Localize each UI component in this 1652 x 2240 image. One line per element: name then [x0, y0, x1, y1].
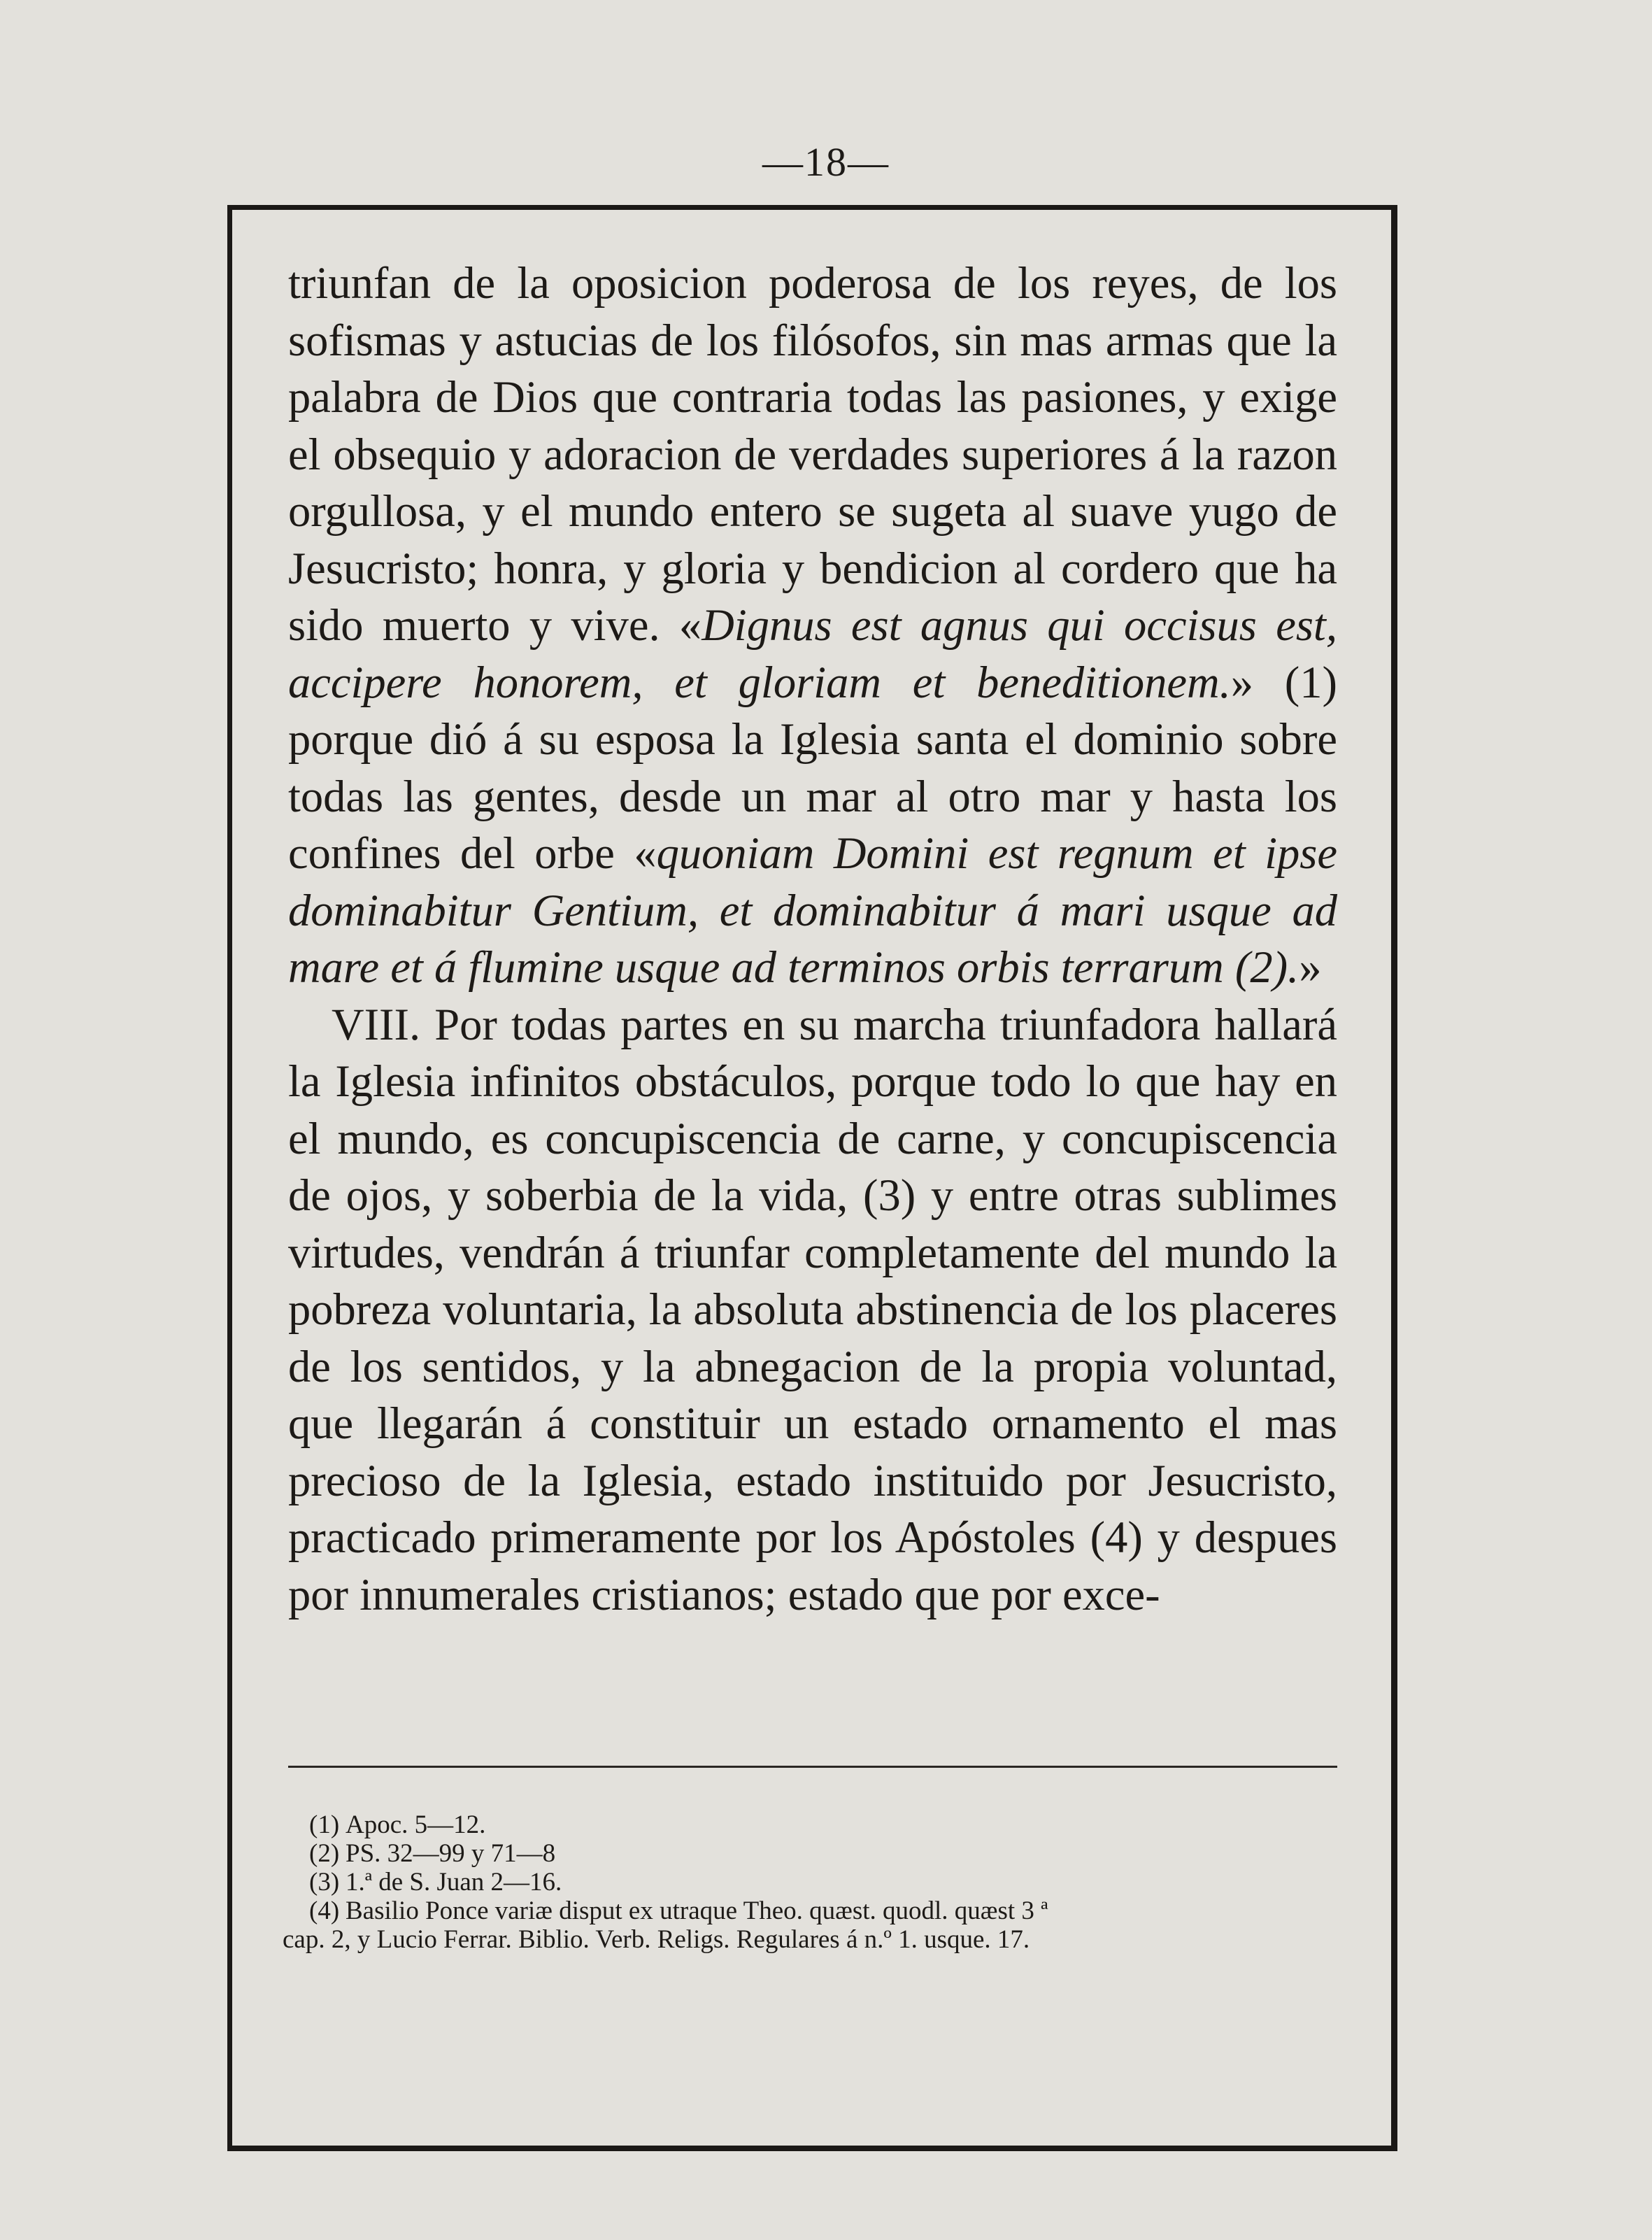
paragraph-2-text-c: y despues por innumerales cristianos; estado que por exce- — [288, 1512, 1337, 1619]
latin-quote-1: Dignus est agnus qui occisus est, accipere honorem, et gloriam et beneditionem. — [288, 600, 1337, 707]
paragraph-1-text-a: triunfan de la oposicion poderosa de los reyes, de los sofismas y astucias de los filósofos, sin mas armas que la palabra de Dios que contraria todas las pasiones, y exige el obsequio y adoracion de verdades superiores á la razon orgullosa, y el mundo entero se sugeta al suave yugo de Jesucristo; honra, y gloria y bendicion al cordero que ha sido muerto y vive. « — [288, 258, 1337, 650]
footnote-number: (2) — [309, 1839, 340, 1868]
paragraph-2-text-b: y entre otras sublimes virtudes, vendrán á triunfar completamente del mundo la pobreza voluntaria, la absoluta abstinencia de los placeres de los sentidos, y la abnegacion de la propia voluntad, que llegarán á constituir un estado ornamento el mas precioso de la Iglesia, estado instituido por Jesucristo, practicado primeramente por los Apóstoles — [288, 1170, 1337, 1562]
paragraph-2-text-a: VIII. Por todas partes en su marcha triunfadora hallará la Iglesia infinitos obstáculos, porque todo lo que hay en el mundo, es concupiscencia de carne, y concupiscencia de ojos, y soberbia de la vida, — [288, 999, 1337, 1220]
footnote-4 — [283, 1897, 1346, 1925]
body-text — [288, 255, 1337, 1623]
page-number: —18— — [762, 139, 890, 185]
paragraph-2 — [288, 996, 1337, 1624]
footnote-ref-2: (2). — [1223, 942, 1299, 992]
footnote-ref-4: (4) — [1090, 1512, 1143, 1562]
footnote-text: 1.ª de S. Juan 2—16. — [346, 1868, 562, 1897]
paragraph-1-text-d: » — [1299, 942, 1322, 992]
footnote-4-continuation — [283, 1925, 1346, 1954]
paragraph-1 — [288, 255, 1337, 996]
footnote-number: (1) — [309, 1810, 340, 1839]
footnotes — [283, 1810, 1346, 1954]
footnote-ref-1: (1) — [1284, 657, 1337, 707]
footnote-1 — [283, 1810, 1346, 1839]
footnote-2 — [283, 1839, 1346, 1868]
paragraph-1-text-b: » — [1230, 657, 1285, 707]
footnote-number: (3) — [309, 1868, 340, 1897]
latin-quote-2: quoniam Domini est regnum et ipse dominabitur Gentium, et dominabitur á mari usque ad mare et á flumine usque ad terminos orbis terrarum — [288, 828, 1337, 992]
footnote-text: Basilio Ponce variæ disput ex utraque Theo. quæst. quodl. quæst 3 ª — [346, 1897, 1048, 1925]
footnote-divider — [288, 1766, 1337, 1768]
footnote-text: Apoc. 5—12. — [346, 1810, 486, 1839]
footnote-text: PS. 32—99 y 71—8 — [346, 1839, 556, 1868]
footnote-ref-3: (3) — [862, 1170, 916, 1220]
paragraph-1-text-c: porque dió á su esposa la Iglesia santa el dominio sobre todas las gentes, desde un mar al otro mar y hasta los confines del orbe « — [288, 714, 1337, 878]
footnote-continuation-text: cap. 2, y Lucio Ferrar. Biblio. Verb. Religs. Regulares á n.º 1. usque. 17. — [283, 1925, 1030, 1954]
footnote-3 — [283, 1868, 1346, 1897]
footnote-number: (4) — [309, 1897, 340, 1925]
